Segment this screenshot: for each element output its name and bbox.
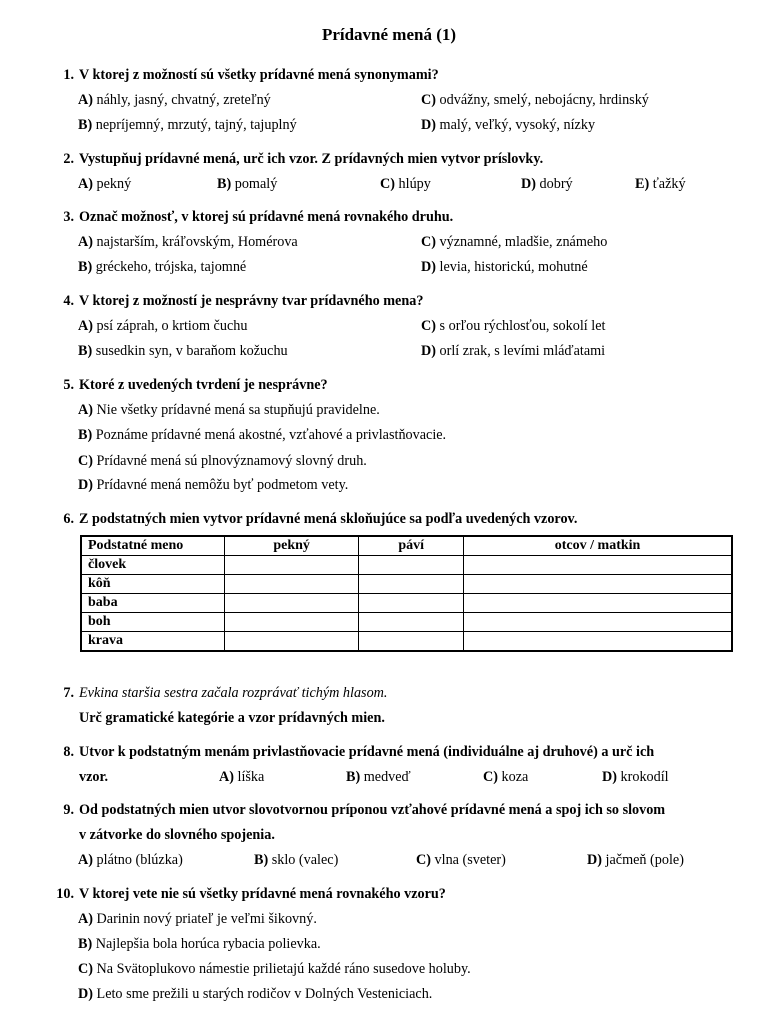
option-d[interactable] bbox=[78, 985, 432, 1003]
option-text: hlúpy bbox=[398, 176, 431, 192]
option-d[interactable] bbox=[521, 175, 573, 193]
option-text: Na Svätoplukovo námestie prilietajú každé ráno susedove holuby. bbox=[96, 961, 471, 977]
option-c[interactable] bbox=[421, 317, 605, 335]
option-label: A) bbox=[78, 176, 93, 192]
question-text-continued: v zátvorke do slovného spojenia. bbox=[79, 827, 275, 843]
question-text: Označ možnosť, v ktorej sú prídavné mená rovnakého druhu. bbox=[79, 209, 454, 225]
option-label: A) bbox=[78, 234, 93, 250]
row-noun: baba bbox=[81, 594, 225, 613]
option-text: psí záprah, o krtiom čuchu bbox=[96, 318, 248, 334]
table-row bbox=[81, 632, 732, 652]
row-noun: kôň bbox=[81, 575, 225, 594]
column-header: otcov / matkin bbox=[464, 536, 732, 556]
option-text: Darinin nový priateľ je veľmi šikovný. bbox=[96, 911, 317, 927]
answer-cell[interactable] bbox=[464, 575, 732, 594]
answer-cell[interactable] bbox=[225, 613, 359, 632]
option-b[interactable] bbox=[254, 851, 338, 869]
option-b[interactable] bbox=[78, 935, 321, 953]
option-text: pekný bbox=[96, 176, 132, 192]
option-d[interactable] bbox=[78, 476, 348, 494]
option-text: Prídavné mená nemôžu byť podmetom vety. bbox=[96, 477, 349, 493]
option-text: susedkin syn, v baraňom kožuchu bbox=[95, 343, 288, 359]
option-c[interactable] bbox=[380, 175, 431, 193]
option-label: A) bbox=[78, 318, 93, 334]
option-label: B) bbox=[217, 176, 232, 192]
adjective-table bbox=[80, 535, 733, 652]
option-a[interactable] bbox=[78, 317, 247, 335]
table-header-row bbox=[81, 536, 732, 556]
option-text: Najlepšia bola horúca rybacia polievka. bbox=[95, 936, 321, 952]
option-a[interactable] bbox=[78, 851, 183, 869]
question-number: 1. bbox=[63, 67, 74, 83]
table-row bbox=[81, 594, 732, 613]
answer-cell[interactable] bbox=[464, 613, 732, 632]
option-text: pomalý bbox=[234, 176, 278, 192]
option-text: medveď bbox=[363, 769, 411, 785]
option-text: sklo (valec) bbox=[271, 852, 339, 868]
option-text: najstarším, kráľovským, Homérova bbox=[96, 234, 298, 250]
option-b[interactable] bbox=[78, 258, 246, 276]
option-text: nepríjemný, mrzutý, tajný, tajuplný bbox=[95, 117, 297, 133]
table-row bbox=[81, 556, 732, 575]
option-a[interactable] bbox=[219, 768, 264, 786]
option-a[interactable] bbox=[78, 401, 380, 419]
option-label: E) bbox=[635, 176, 650, 192]
option-d[interactable] bbox=[421, 258, 588, 276]
option-c[interactable] bbox=[416, 851, 506, 869]
option-text: líška bbox=[237, 769, 265, 785]
column-header: Podstatné meno bbox=[81, 536, 225, 556]
option-b[interactable] bbox=[78, 426, 446, 444]
option-label: A) bbox=[219, 769, 234, 785]
option-d[interactable] bbox=[421, 116, 595, 134]
option-label: A) bbox=[78, 911, 93, 927]
option-label: D) bbox=[587, 852, 602, 868]
answer-cell[interactable] bbox=[359, 556, 464, 575]
option-label: D) bbox=[421, 343, 436, 359]
option-label: A) bbox=[78, 92, 93, 108]
answer-cell[interactable] bbox=[464, 632, 732, 652]
question-number: 3. bbox=[63, 209, 74, 225]
option-text: orlí zrak, s levími mláďatami bbox=[439, 343, 606, 359]
question-text: Vystupňuj prídavné mená, urč ich vzor. Z prídavných mien vytvor príslovky. bbox=[79, 151, 544, 167]
option-b[interactable] bbox=[346, 768, 411, 786]
option-a[interactable] bbox=[78, 910, 317, 928]
option-label: B) bbox=[254, 852, 269, 868]
example-sentence: Evkina staršia sestra začala rozprávať tichým hlasom. bbox=[79, 685, 388, 701]
question-text-continued: vzor. bbox=[79, 769, 109, 785]
option-text: významné, mladšie, známeho bbox=[439, 234, 608, 250]
option-text: náhly, jasný, chvatný, zreteľný bbox=[96, 92, 271, 108]
option-b[interactable] bbox=[78, 116, 297, 134]
option-label: D) bbox=[602, 769, 617, 785]
option-label: C) bbox=[483, 769, 498, 785]
question-number: 7. bbox=[63, 685, 74, 701]
option-c[interactable] bbox=[421, 91, 649, 109]
option-label: C) bbox=[421, 234, 436, 250]
answer-cell[interactable] bbox=[464, 556, 732, 575]
option-text: s orľou rýchlosťou, sokolí let bbox=[439, 318, 606, 334]
question-number: 9. bbox=[63, 802, 74, 818]
option-label: D) bbox=[421, 117, 436, 133]
option-label: C) bbox=[78, 453, 93, 469]
question-number: 2. bbox=[63, 151, 74, 167]
option-label: C) bbox=[78, 961, 93, 977]
option-e[interactable] bbox=[635, 175, 686, 193]
question-text: V ktorej vete nie sú všetky prídavné mená rovnakého vzoru? bbox=[79, 886, 446, 902]
answer-cell[interactable] bbox=[225, 594, 359, 613]
option-label: D) bbox=[421, 259, 436, 275]
option-text: Leto sme prežili u starých rodičov v Dolných Vesteniciach. bbox=[96, 986, 433, 1002]
question-number: 8. bbox=[63, 744, 74, 760]
question-text: Z podstatných mien vytvor prídavné mená skloňujúce sa podľa uvedených vzorov. bbox=[79, 511, 578, 527]
question-text: V ktorej z možností je nesprávny tvar prídavného mena? bbox=[79, 293, 424, 309]
option-c[interactable] bbox=[78, 960, 471, 978]
option-text: Nie všetky prídavné mená sa stupňujú pravidelne. bbox=[96, 402, 380, 418]
column-header: páví bbox=[359, 536, 464, 556]
question-text: Utvor k podstatným menám privlastňovacie prídavné mená (individuálne aj druhové) a urč ich bbox=[79, 744, 655, 760]
question-text: Od podstatných mien utvor slovotvornou príponou vzťahové prídavné mená a spoj ich so slovom bbox=[79, 802, 666, 818]
option-label: C) bbox=[380, 176, 395, 192]
question-text: Urč gramatické kategórie a vzor prídavných mien. bbox=[79, 710, 385, 726]
option-text: gréckeho, trójska, tajomné bbox=[95, 259, 247, 275]
table-row bbox=[81, 575, 732, 594]
option-a[interactable] bbox=[78, 233, 298, 251]
table-row bbox=[81, 613, 732, 632]
row-noun: krava bbox=[81, 632, 225, 652]
row-noun: človek bbox=[81, 556, 225, 575]
option-label: B) bbox=[78, 936, 93, 952]
option-c[interactable] bbox=[78, 452, 367, 470]
option-label: B) bbox=[346, 769, 361, 785]
option-c[interactable] bbox=[421, 233, 607, 251]
answer-cell[interactable] bbox=[359, 613, 464, 632]
option-text: Prídavné mená sú plnovýznamový slovný druh. bbox=[96, 453, 367, 469]
option-b[interactable] bbox=[78, 342, 288, 360]
option-a[interactable] bbox=[78, 175, 131, 193]
option-label: C) bbox=[421, 318, 436, 334]
option-label: B) bbox=[78, 117, 93, 133]
question-number: 10. bbox=[56, 886, 74, 902]
option-label: D) bbox=[521, 176, 536, 192]
option-text: krokodíl bbox=[620, 769, 669, 785]
option-d[interactable] bbox=[587, 851, 684, 869]
option-text: koza bbox=[501, 769, 529, 785]
answer-cell[interactable] bbox=[464, 594, 732, 613]
option-c[interactable] bbox=[483, 768, 528, 786]
question-text: V ktorej z možností sú všetky prídavné mená synonymami? bbox=[79, 67, 439, 83]
option-text: malý, veľký, vysoký, nízky bbox=[439, 117, 596, 133]
option-label: C) bbox=[416, 852, 431, 868]
option-d[interactable] bbox=[602, 768, 669, 786]
option-label: B) bbox=[78, 427, 93, 443]
option-label: D) bbox=[78, 986, 93, 1002]
option-text: ťažký bbox=[652, 176, 686, 192]
question-number: 5. bbox=[63, 377, 74, 393]
option-label: B) bbox=[78, 343, 93, 359]
option-text: plátno (blúzka) bbox=[96, 852, 183, 868]
option-text: dobrý bbox=[539, 176, 573, 192]
option-b[interactable] bbox=[217, 175, 277, 193]
answer-cell[interactable] bbox=[359, 632, 464, 652]
page-title: Prídavné mená (1) bbox=[321, 25, 457, 44]
option-text: vlna (sveter) bbox=[434, 852, 506, 868]
question-number: 6. bbox=[63, 511, 74, 527]
answer-cell[interactable] bbox=[359, 575, 464, 594]
column-header: pekný bbox=[225, 536, 359, 556]
answer-cell[interactable] bbox=[359, 594, 464, 613]
answer-cell[interactable] bbox=[225, 632, 359, 652]
option-label: C) bbox=[421, 92, 436, 108]
option-a[interactable] bbox=[78, 91, 271, 109]
option-text: levia, historickú, mohutné bbox=[439, 259, 588, 275]
option-label: D) bbox=[78, 477, 93, 493]
question-number: 4. bbox=[63, 293, 74, 309]
option-text: odvážny, smelý, nebojácny, hrdinský bbox=[439, 92, 649, 108]
option-label: A) bbox=[78, 852, 93, 868]
option-text: jačmeň (pole) bbox=[605, 852, 684, 868]
answer-cell[interactable] bbox=[225, 575, 359, 594]
answer-cell[interactable] bbox=[225, 556, 359, 575]
option-d[interactable] bbox=[421, 342, 605, 360]
option-text: Poznáme prídavné mená akostné, vzťahové a privlastňovacie. bbox=[95, 427, 447, 443]
option-label: B) bbox=[78, 259, 93, 275]
row-noun: boh bbox=[81, 613, 225, 632]
option-label: A) bbox=[78, 402, 93, 418]
question-text: Ktoré z uvedených tvrdení je nesprávne? bbox=[79, 377, 328, 393]
